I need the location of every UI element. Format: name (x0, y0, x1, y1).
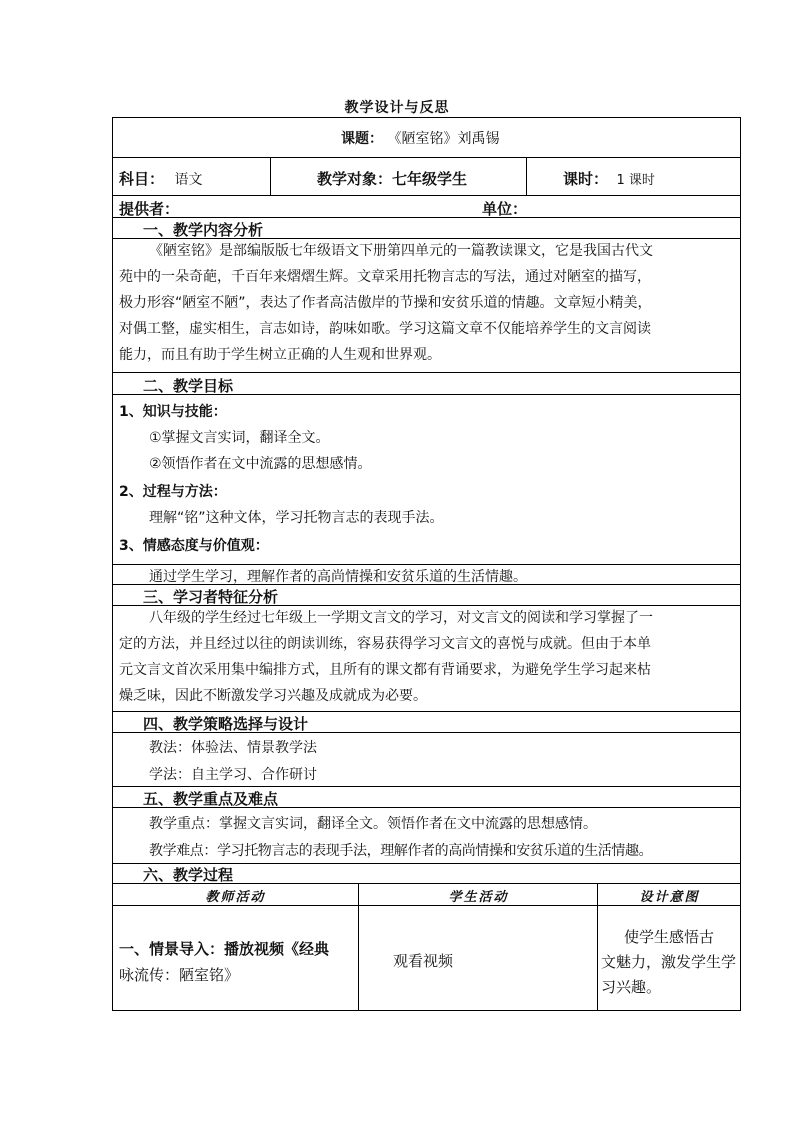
lesson-meta-row (113, 157, 740, 195)
row1-teacher-line1: 一、情景导入：播放视频《经典 (119, 940, 330, 958)
section3-title: 三、学习者特征分析 (143, 588, 279, 606)
section3-line-1: 八年级的学生经过七年级上一学期文言文的学习，对文言文的阅读和学习掌握了一 (149, 610, 653, 626)
row1-student-cell (358, 906, 597, 1011)
section4-item2: 学法：自主学习、合作研讨 (149, 767, 317, 783)
section2-sub1: 1、知识与技能： (119, 404, 227, 420)
row1-intent-cell (597, 906, 740, 1011)
lesson-title-row (113, 118, 740, 157)
audience-cell (270, 158, 526, 195)
hours-label: 课时： (563, 170, 609, 188)
section2-values-row (113, 564, 740, 584)
section5-body (113, 807, 740, 863)
section1-line-2: 苑中的一朵奇葩，千百年来熠熠生辉。文章采用托物言志的写法，通过对陋室的描写， (119, 269, 651, 285)
section3-line-3: 元文言文首次采用集中编排方式，且所有的课文都有背诵要求，为避免学生学习起来枯 (119, 662, 651, 678)
col-intent: 设计意图 (639, 890, 700, 905)
section4-item1: 教法：体验法、情景教学法 (149, 740, 317, 756)
section1-line-5: 能力，而且有助于学生树立正确的人生观和世界观。 (119, 347, 441, 363)
document-title: 教学设计与反思 (344, 100, 450, 116)
row1-student: 观看视频 (393, 952, 454, 970)
section2-sub2-item1: 理解“铭”这种文体，学习托物言志的表现手法。 (149, 510, 444, 526)
unit-label: 单位： (482, 200, 528, 218)
section4-header (113, 711, 740, 732)
section1-header (113, 217, 740, 238)
section1-body (113, 238, 740, 372)
subject-cell (113, 158, 270, 195)
lesson-value: 《陋室铭》刘禹锡 (387, 131, 500, 147)
section2-sub1-item1: ①掌握文言实词，翻译全文。 (149, 430, 330, 446)
section5-item1: 教学重点：掌握文言实词，翻译全文。领悟作者在文中流露的思想感情。 (149, 816, 597, 832)
section1-title: 一、教学内容分析 (143, 221, 264, 239)
section3-line-4: 燥乏味，因此不断激发学习兴趣及成就成为必要。 (119, 688, 427, 704)
provider-row (113, 195, 740, 217)
col-intent-cell (597, 884, 740, 905)
col-teacher: 教师活动 (205, 890, 266, 905)
subject-label: 科目： (119, 170, 165, 188)
row1-intent-line3: 习兴趣。 (601, 978, 662, 996)
section5-header (113, 786, 740, 807)
col-teacher-cell (113, 884, 358, 905)
col-student-cell (358, 884, 597, 905)
section5-title: 五、教学重点及难点 (143, 790, 279, 808)
section1-line-3: 极力形容“陋室不陋”，表达了作者高洁傲岸的节操和安贫乐道的情趣。文章短小精美， (119, 295, 652, 311)
process-header-row (113, 883, 740, 905)
hours-cell (526, 158, 740, 195)
section1-line-1: 《陋室铭》是部编版版七年级语文下册第四单元的一篇教读课文，它是我国古代文 (149, 243, 653, 259)
row1-intent-line2: 文魅力，激发学生学 (601, 953, 737, 971)
section2-header (113, 372, 740, 394)
section2-sub2: 2、过程与方法： (119, 484, 227, 500)
row1-intent-line1: 使学生感悟古 (624, 928, 715, 946)
section3-line-2: 定的方法，并且经过以往的朗读训练，容易获得学习文言文的喜悦与成就。但由于本单 (119, 636, 651, 652)
section2-sub1-item2: ②领悟作者在文中流露的思想感情。 (149, 456, 372, 472)
section2-title: 二、教学目标 (143, 377, 234, 395)
section3-header (113, 584, 740, 605)
section5-item2: 教学难点：学习托物言志的表现手法，理解作者的高尚情操和安贫乐道的生活情趣。 (149, 843, 653, 859)
provider-label: 提供者： (119, 200, 180, 218)
process-row-1 (113, 905, 740, 1011)
row1-teacher-line2: 咏流传：陋室铭》 (119, 966, 240, 984)
section3-body (113, 605, 740, 711)
lesson-label: 课题： (341, 131, 383, 147)
section1-line-4: 对偶工整，虚实相生，言志如诗，韵味如歌。学习这篇文章不仅能培养学生的文言阅读 (119, 321, 651, 337)
section2-sub3: 3、情感态度与价值观： (119, 538, 269, 554)
lesson-plan-table (112, 117, 741, 1011)
section6-header (113, 863, 740, 883)
subject-value: 语文 (174, 172, 203, 188)
section2-body (113, 394, 740, 564)
hours-value: 1 课时 (616, 173, 655, 188)
section4-body (113, 732, 740, 786)
row1-teacher-cell (113, 906, 358, 1011)
audience-label: 教学对象：七年级学生 (317, 170, 468, 188)
section2-sub3-item1: 通过学生学习，理解作者的高尚情操和安贫乐道的生活情趣。 (149, 569, 527, 585)
section6-title: 六、教学过程 (143, 866, 234, 884)
col-student: 学生活动 (448, 890, 509, 905)
section4-title: 四、教学策略选择与设计 (143, 715, 309, 733)
